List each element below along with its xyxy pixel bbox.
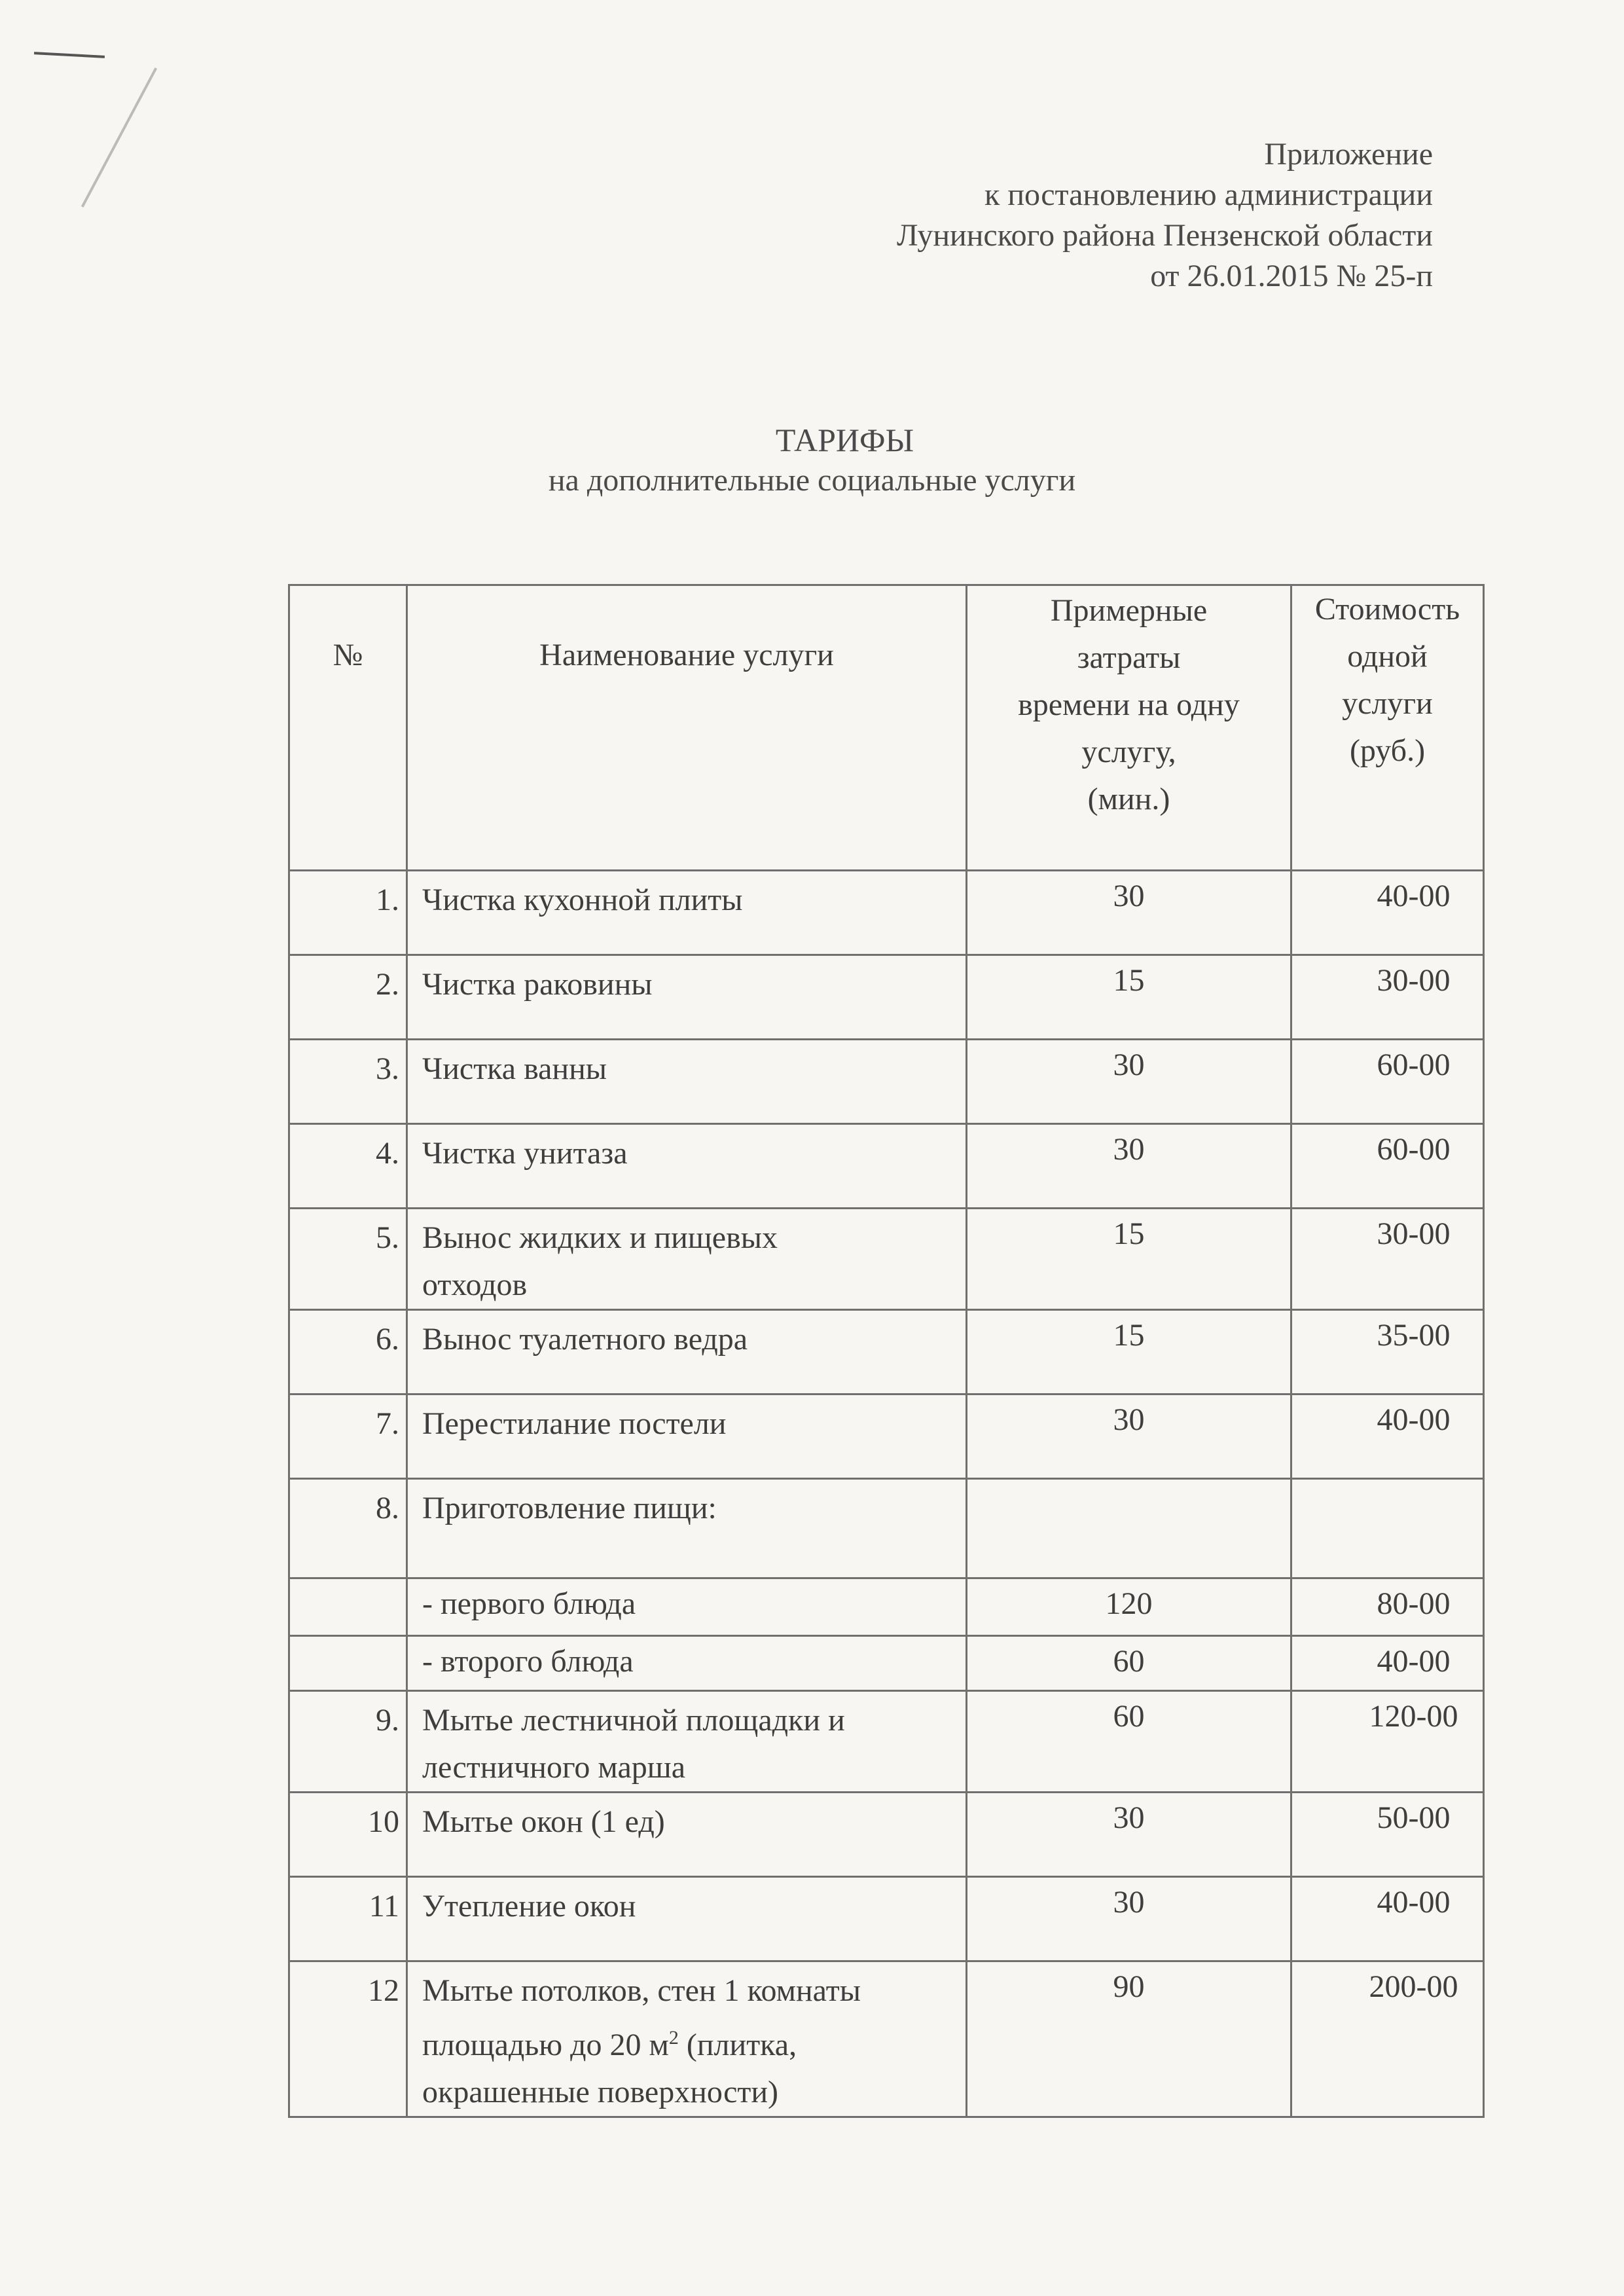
row-cost [1291,1124,1484,1209]
table-row [289,1691,1484,1793]
row-cost [1291,1793,1484,1877]
row-number [289,1636,407,1691]
row-service-name-part: (плитка, [678,2028,797,2062]
row-service-name-line: отходов [422,1267,528,1302]
column-header-time-line: (мин.) [1087,782,1170,816]
row-service-name: Чистка кухонной плиты [407,871,967,955]
column-header-cost-line: одной [1347,639,1428,674]
document-title: ТАРИФЫ [775,422,914,458]
column-header-time [967,585,1291,871]
column-header-number: № [289,585,407,871]
row-service-name-line: лестничного марша [422,1750,686,1785]
table-row [289,955,1484,1040]
column-header-service-name: Наименование услуги [407,585,967,871]
column-header-time-line: затраты [1077,640,1181,675]
row-time [967,1479,1291,1578]
table-row [289,1394,1484,1479]
column-header-time-line: времени на одну [1018,687,1240,722]
row-cost-value: 30-00 [1377,963,1451,998]
appendix-header-line: от 26.01.2015 № 25-п [1150,259,1433,293]
row-time: 30 [967,871,1291,955]
row-number: 6. [289,1310,407,1394]
row-service-name-line: Вынос жидких и пищевых [422,1220,778,1255]
row-service-name-line: Мытье лестничной площадки и [422,1703,845,1738]
row-number: 2. [289,955,407,1040]
row-number: 8. [289,1479,407,1578]
row-service-name: Мытье окон (1 ед) [407,1793,967,1877]
column-header-time-line: Примерные [1050,593,1208,628]
table-row [289,1124,1484,1209]
column-header-cost [1291,585,1484,871]
row-cost [1291,1636,1484,1691]
appendix-header-line: Лунинского района Пензенской области [896,218,1433,253]
appendix-header-line: к постановлению администрации [984,177,1433,212]
row-number: 5. [289,1209,407,1310]
row-service-name: Чистка унитаза [407,1124,967,1209]
table-header-row [289,585,1484,871]
row-service-name [407,1209,967,1310]
row-service-name-line [422,2014,965,2069]
row-cost-value: 200-00 [1369,1969,1458,2004]
row-cost [1291,1961,1484,2117]
row-time: 30 [967,1877,1291,1961]
row-cost-value: 120-00 [1369,1699,1458,1734]
column-header-time-line: услугу, [1081,735,1176,769]
row-cost [1291,1394,1484,1479]
row-number: 1. [289,871,407,955]
row-cost-value: 60-00 [1377,1132,1451,1167]
row-service-name: Чистка раковины [407,955,967,1040]
document-title-block [0,419,1624,500]
column-header-cost-line: (руб.) [1349,733,1426,768]
row-cost [1291,1040,1484,1124]
column-header-cost-line: услуги [1342,686,1433,721]
row-cost [1291,1310,1484,1394]
row-service-name: Приготовление пищи: [407,1479,967,1578]
row-time: 15 [967,1310,1291,1394]
row-service-name-line: Мытье потолков, стен 1 комнаты [422,1973,861,2008]
row-number [289,1578,407,1636]
row-service-name: Чистка ванны [407,1040,967,1124]
row-time: 30 [967,1793,1291,1877]
row-cost-value: 50-00 [1377,1800,1451,1835]
row-cost [1291,1578,1484,1636]
row-time: 30 [967,1124,1291,1209]
row-cost-value: 40-00 [1377,879,1451,913]
superscript-two: 2 [668,2027,679,2049]
row-time: 120 [967,1578,1291,1636]
row-time: 90 [967,1961,1291,2117]
row-cost [1291,1877,1484,1961]
row-number: 12 [289,1961,407,2117]
row-number: 4. [289,1124,407,1209]
row-time: 60 [967,1691,1291,1793]
table-row [289,1636,1484,1691]
table-row [289,1793,1484,1877]
row-cost [1291,1209,1484,1310]
tariff-table [288,584,1485,2118]
row-service-name [407,1691,967,1793]
row-time: 15 [967,1209,1291,1310]
row-number: 9. [289,1691,407,1793]
row-cost-value: 30-00 [1377,1216,1451,1251]
row-service-name: Вынос туалетного ведра [407,1310,967,1394]
document-subtitle: на дополнительные социальные услуги [548,463,1076,498]
table-row [289,871,1484,955]
row-cost [1291,1691,1484,1793]
row-cost-value: 35-00 [1377,1318,1451,1353]
row-cost [1291,955,1484,1040]
table-row [289,1479,1484,1578]
row-service-name: Перестилание постели [407,1394,967,1479]
row-cost-value: 60-00 [1377,1048,1451,1082]
table-row [289,1877,1484,1961]
row-time: 30 [967,1394,1291,1479]
row-cost [1291,1479,1484,1578]
row-cost-value: 40-00 [1377,1644,1451,1679]
table-row [289,1209,1484,1310]
table-row [289,1961,1484,2117]
row-cost [1291,871,1484,955]
row-service-name: - второго блюда [407,1636,967,1691]
row-service-name-part: площадью до 20 м [422,2028,669,2062]
row-service-name-line: окрашенные поверхности) [422,2075,779,2109]
row-time: 30 [967,1040,1291,1124]
row-service-name [407,1961,967,2117]
column-header-cost-line: Стоимость [1314,592,1460,627]
row-cost-value: 40-00 [1377,1402,1451,1437]
row-cost-value: 80-00 [1377,1586,1451,1621]
row-number: 10 [289,1793,407,1877]
row-time: 60 [967,1636,1291,1691]
appendix-header-line: Приложение [1264,137,1433,172]
row-time: 15 [967,955,1291,1040]
row-number: 7. [289,1394,407,1479]
row-cost-value: 40-00 [1377,1885,1451,1920]
table-row [289,1310,1484,1394]
row-service-name: - первого блюда [407,1578,967,1636]
scan-mark [34,52,105,58]
row-number: 11 [289,1877,407,1961]
row-service-name: Утепление окон [407,1877,967,1961]
row-number: 3. [289,1040,407,1124]
table-row [289,1578,1484,1636]
appendix-header [897,134,1433,297]
table-row [289,1040,1484,1124]
scan-mark [81,67,157,208]
